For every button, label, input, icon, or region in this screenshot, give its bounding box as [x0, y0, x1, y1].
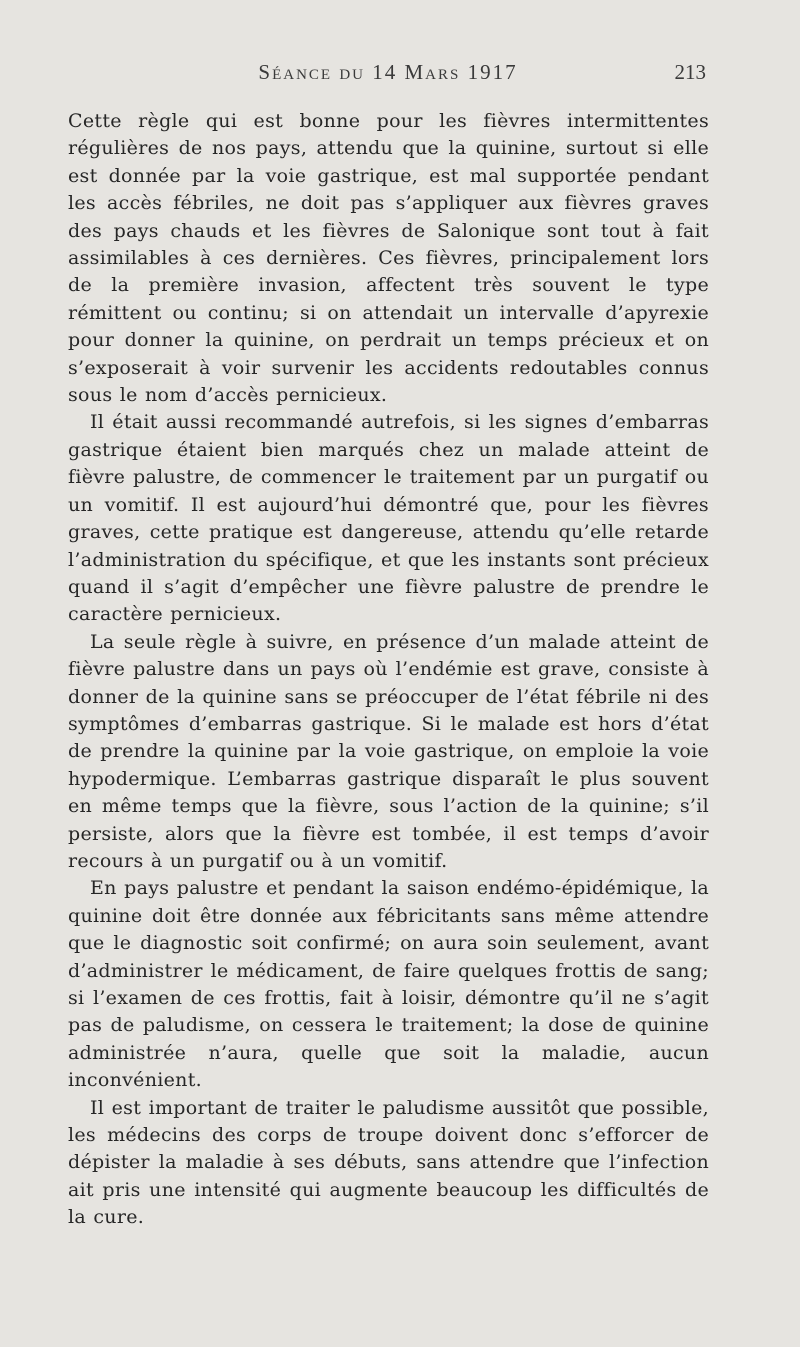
paragraph: Il est important de traiter le paludisme aussitôt que possible, les médecins des corps de troupe doivent donc s’efforcer de dépister la maladie à ses débuts, sans attendre que l’infection ait pris une intensité qui augmente beaucoup les difficultés de la cure. — [68, 1096, 709, 1229]
running-title: Séance du 14 Mars 1917 — [258, 60, 518, 84]
body-text — [68, 108, 709, 1232]
paragraph: La seule règle à suivre, en présence d’un malade atteint de fièvre palustre dans un pays où l’endémie est grave, consiste à donner de la quinine sans se préoccuper de l’état fébrile ni des symptômes d’embarras gastrique. Si le malade est hors d’état de prendre la quinine par la voie gastrique, on emploie la voie hypodermique. L’embarras gastrique disparaît le plus souvent en même temps que la fièvre, sous l’action de la quinine; s’il persiste, alors que la fièvre est tombée, il est temps d’avoir recours à un purgatif ou à un vomitif. — [68, 630, 709, 872]
page-number: 213 — [674, 60, 706, 84]
paragraph: En pays palustre et pendant la saison endémo-épidémique, la quinine doit être donnée aux fébricitants sans même attendre que le diagnostic soit confirmé; on aura soin seulement, avant d’administrer le médicament, de faire quelques frottis de sang; si l’examen de ces frottis, fait à loisir, démontre qu’il ne s’agit pas de paludisme, on cessera le traitement; la dose de quinine administrée n’aura, quelle que soit la maladie, aucun inconvénient. — [68, 877, 709, 1092]
running-head — [68, 60, 708, 90]
paragraph: Cette règle qui est bonne pour les fièvres intermittentes régulières de nos pays, attendu que la quinine, surtout si elle est donnée par la voie gastrique, est mal supportée pendant les accès fébriles, ne doit pas s’appliquer aux fièvres graves des pays chauds et les fièvres de Salonique sont tout à fait assimilables à ces dernières. Ces fièvres, principalement lors de la première invasion, affectent très souvent le type rémittent ou continu; si on attendait un intervalle d’apyrexie pour donner la quinine, on perdrait un temps précieux et on s’exposerait à voir survenir les accidents redoutables connus sous le nom d’accès pernicieux. — [68, 110, 709, 407]
paragraph: Il était aussi recommandé autrefois, si les signes d’embarras gastrique étaient bien marqués chez un malade atteint de fièvre palustre, de commencer le traitement par un purgatif ou un vomitif. Il est aujourd’hui démontré que, pour les fièvres graves, cette pratique est dangereuse, attendu qu’elle retarde l’administration du spécifique, et que les instants sont précieux quand il s’agit d’empêcher une fièvre palustre de prendre le caractère pernicieux. — [68, 411, 709, 626]
